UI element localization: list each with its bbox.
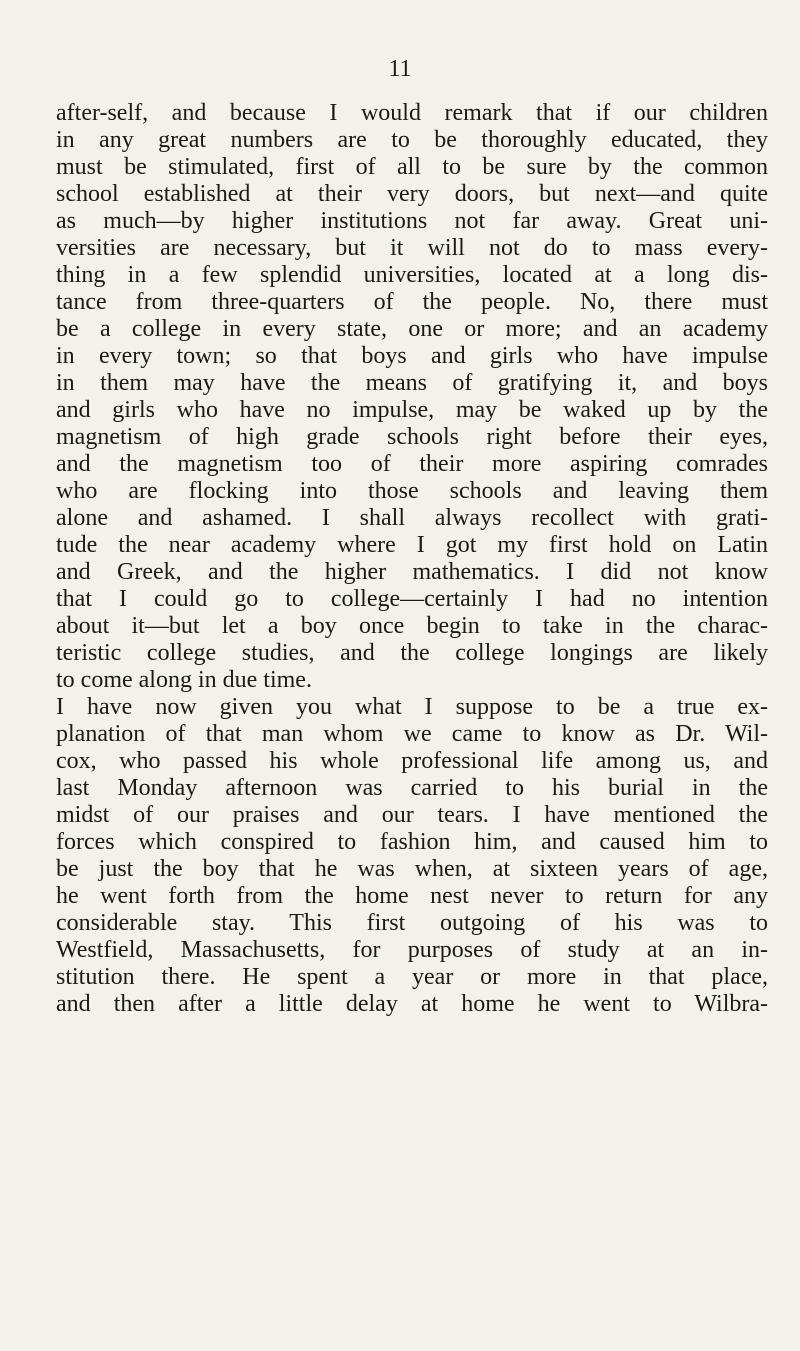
text-line: planation of that man whom we came to know as Dr. Wil- bbox=[56, 721, 768, 747]
text-line: versities are necessary, but it will not do to mass every- bbox=[56, 235, 768, 261]
body-text bbox=[56, 100, 768, 1018]
text-line: magnetism of high grade schools right before their eyes, bbox=[56, 424, 768, 450]
text-line: who are flocking into those schools and leaving them bbox=[56, 478, 768, 504]
text-line: after-self, and because I would remark that if our children bbox=[56, 100, 768, 126]
text-line: to come along in due time. bbox=[56, 667, 312, 693]
text-line: must be stimulated, first of all to be sure by the common bbox=[56, 154, 768, 180]
text-line: be just the boy that he was when, at sixteen years of age, bbox=[56, 856, 768, 882]
text-line: he went forth from the home nest never to return for any bbox=[56, 883, 768, 909]
page-number: 11 bbox=[388, 56, 412, 82]
text-line: and girls who have no impulse, may be waked up by the bbox=[56, 397, 768, 423]
text-line: school established at their very doors, but next—and quite bbox=[56, 181, 768, 207]
text-line: stitution there. He spent a year or more in that place, bbox=[56, 964, 768, 990]
text-line: midst of our praises and our tears. I have mentioned the bbox=[56, 802, 768, 828]
text-line: considerable stay. This first outgoing of his was to bbox=[56, 910, 768, 936]
text-line: thing in a few splendid universities, located at a long dis- bbox=[56, 262, 768, 288]
text-line: tude the near academy where I got my first hold on Latin bbox=[56, 532, 768, 558]
text-line: and Greek, and the higher mathematics. I did not know bbox=[56, 559, 768, 585]
text-line: as much—by higher institutions not far away. Great uni- bbox=[56, 208, 768, 234]
text-line: in any great numbers are to be thoroughly educated, they bbox=[56, 127, 768, 153]
text-line: and then after a little delay at home he went to Wilbra- bbox=[56, 991, 768, 1017]
text-line: forces which conspired to fashion him, and caused him to bbox=[56, 829, 768, 855]
text-line: cox, who passed his whole professional life among us, and bbox=[56, 748, 768, 774]
text-line: last Monday afternoon was carried to his burial in the bbox=[56, 775, 768, 801]
text-line: in them may have the means of gratifying it, and boys bbox=[56, 370, 768, 396]
text-line: Westfield, Massachusetts, for purposes of study at an in- bbox=[56, 937, 768, 963]
text-line: teristic college studies, and the college longings are likely bbox=[56, 640, 768, 666]
text-line: in every town; so that boys and girls who have impulse bbox=[56, 343, 768, 369]
text-line: I have now given you what I suppose to be a true ex- bbox=[56, 694, 768, 720]
text-line: be a college in every state, one or more; and an academy bbox=[56, 316, 768, 342]
text-line: alone and ashamed. I shall always recollect with grati- bbox=[56, 505, 768, 531]
text-line: that I could go to college—certainly I had no intention bbox=[56, 586, 768, 612]
text-line: tance from three-quarters of the people. No, there must bbox=[56, 289, 768, 315]
text-line: about it—but let a boy once begin to take in the charac- bbox=[56, 613, 768, 639]
text-line: and the magnetism too of their more aspiring comrades bbox=[56, 451, 768, 477]
